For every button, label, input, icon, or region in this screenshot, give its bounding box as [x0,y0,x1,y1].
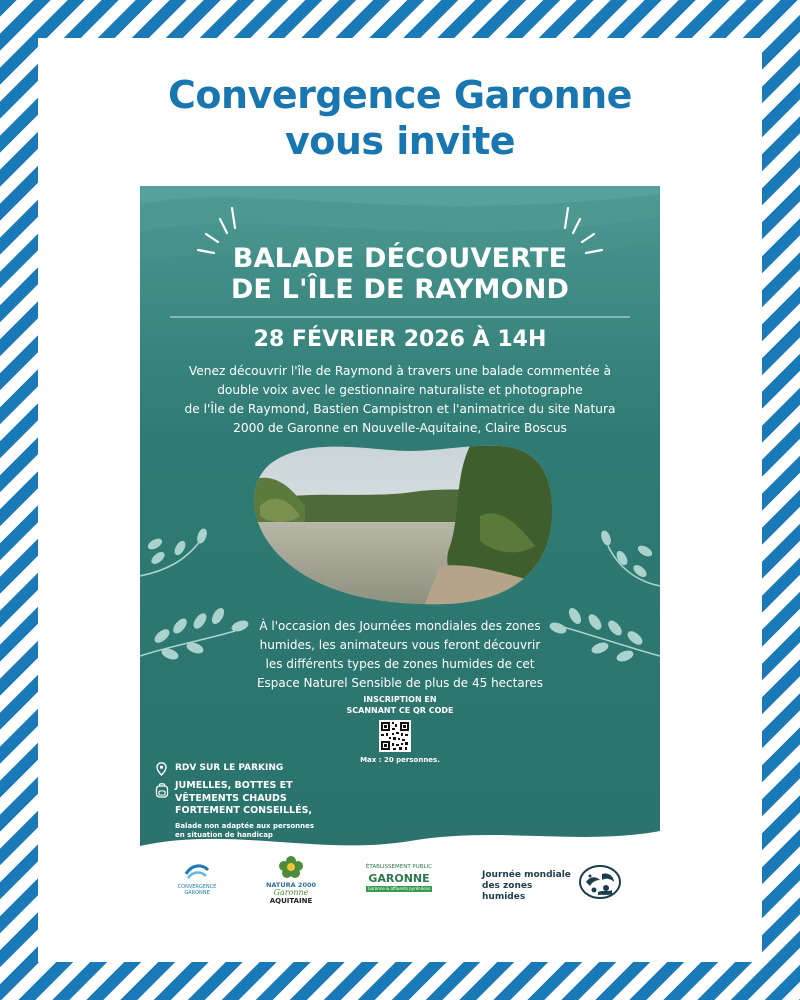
logo-journee-mondiale [482,864,632,904]
headline-line-1: Convergence Garonne [168,73,632,117]
equipment-line: FORTEMENT CONSEILLÉS, [175,805,313,816]
convergence-logo-icon [184,860,210,882]
logo-natura-2000 [260,855,322,907]
poster-title-line-1: BALADE DÉCOUVERTE [232,243,568,274]
inscription-line-2: SCANNANT CE QR CODE [346,706,454,715]
note-line: Balade non adaptée aux personnes [175,822,315,830]
description-line: À l'occasion des Journées mondiales des zones [259,619,541,633]
equipment-line: JUMELLES, BOTTES ET [175,780,293,791]
max-participants: Max : 20 personnes. [360,756,440,764]
logo-text: Journée mondiale [482,870,571,880]
logo-text: des zones humides [482,881,533,902]
description-line: de l'Île de Raymond, Bastien Campistron et l'animatrice du site Natura [184,402,616,416]
description-line: double voix avec le gestionnaire naturaliste et photographe [217,383,583,397]
logo-text: ÉTABLISSEMENT PUBLIC [365,864,433,870]
equipment-advice [175,780,355,818]
qr-code[interactable] [379,720,411,752]
inscription-label [340,694,460,716]
event-description [170,362,630,438]
event-description-2 [240,617,560,693]
description-line: humides, les animateurs vous feront découvrir [259,638,541,652]
note-line: en situation de handicap [175,831,273,839]
logo-text: AQUITAINE [269,897,313,905]
logo-text: Garonne [273,888,309,897]
logo-text: GARONNE [184,890,210,896]
description-line: 2000 de Garonne en Nouvelle-Aquitaine, Claire Boscus [233,421,567,435]
description-line: Espace Naturel Sensible de plus de 45 hectares [256,676,544,690]
poster-title [0,243,800,305]
accessibility-note [175,822,355,840]
qr-code-icon [379,720,411,752]
natura-flower-icon [277,855,305,881]
equipment-line: VÊTEMENTS CHAUDS [175,792,287,804]
location-pin-icon [156,762,167,776]
logo-text: GARONNE [368,872,430,885]
description-line: les différents types de zones humides de cet [265,657,535,671]
event-date: 28 FÉVRIER 2026 À 14H [253,327,547,352]
logo-convergence-garonne [172,860,222,904]
meeting-point: RDV SUR LE PARKING [175,763,284,773]
logo-etablissement-public-garonne [362,864,436,898]
logo-text: CONVERGENCE [177,884,217,890]
headline-line-2: vous invite [284,119,516,163]
invite-headline [0,72,800,164]
logo-text: Garonne & affluents pyrénéens [367,886,431,891]
wetlands-emblem-icon [578,864,622,900]
poster-title-line-2: DE L'ÎLE DE RAYMOND [230,274,570,305]
logo-text: NATURA 2000 [265,881,317,889]
description-line: Venez découvrir l'île de Raymond à travers une balade commentée à [188,364,612,378]
inscription-line-1: INSCRIPTION EN [363,695,437,704]
backpack-icon [155,782,169,798]
